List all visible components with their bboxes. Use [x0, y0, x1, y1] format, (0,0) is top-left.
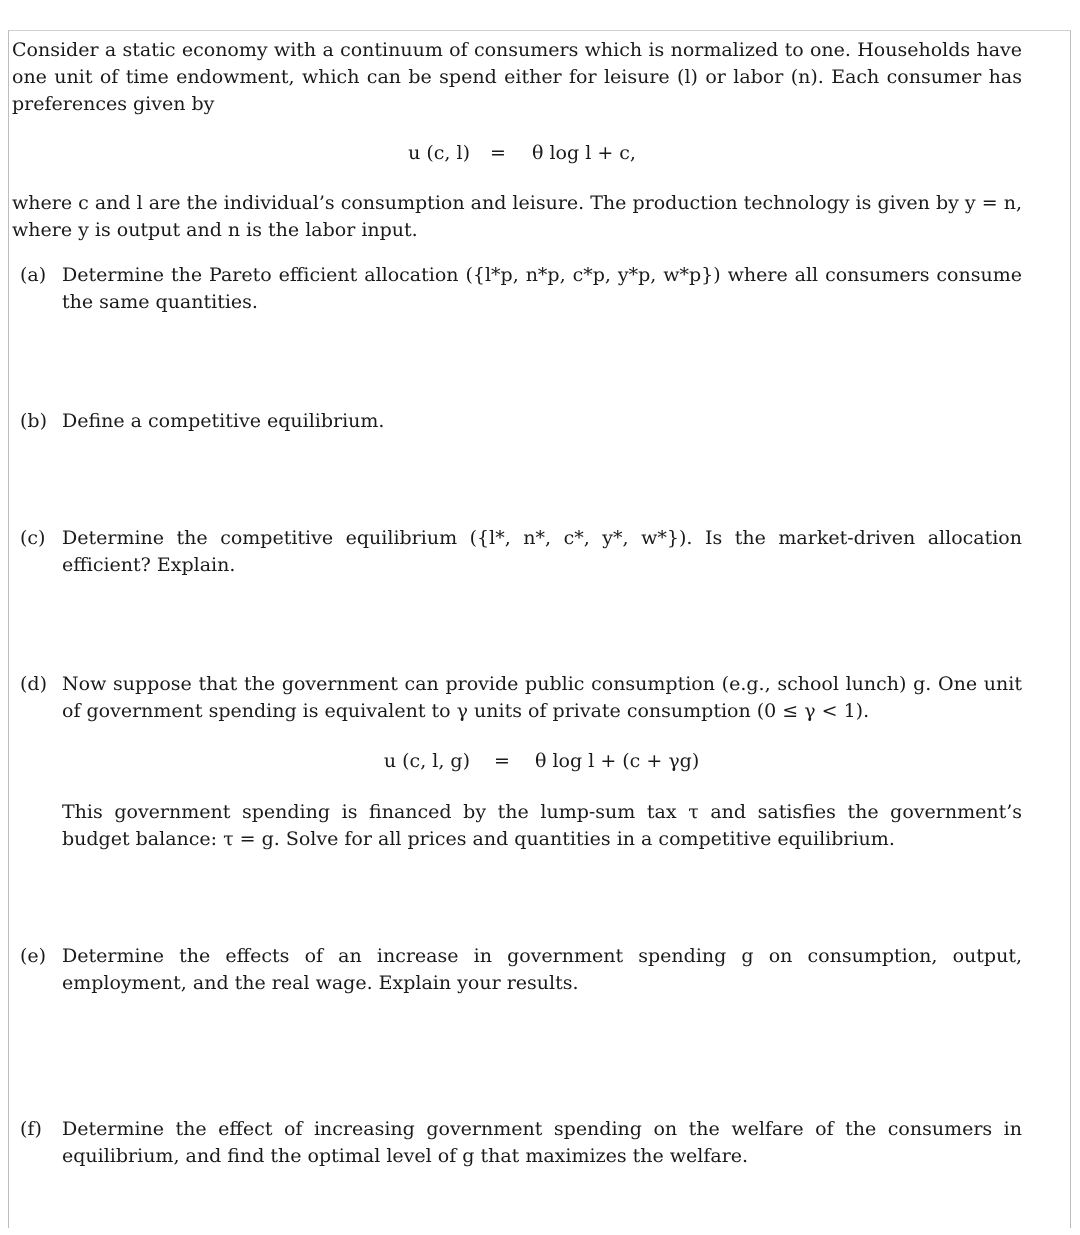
gov-utility-equation-lhs: u (c, l, g) [383, 750, 470, 772]
question-d-label: (d) [20, 673, 47, 695]
question-a [20, 262, 1022, 316]
question-f [20, 1116, 1022, 1170]
question-c-text: Determine the competitive equilibrium ({l*, n*, c*, y*, w*}). Is the market-driven allocation efficient? Explain. [62, 527, 1022, 576]
question-d-text: Now suppose that the government can provide public consumption (e.g., school lunch) g. One unit of government spending is equivalent to γ units of private consumption (0 ≤ γ < 1). [62, 673, 1022, 722]
gov-utility-equation-rhs: θ log l + (c + γg) [535, 750, 700, 772]
utility-equation-sign: = [490, 142, 506, 164]
question-b-text: Define a competitive equilibrium. [62, 410, 385, 432]
question-c-label: (c) [20, 527, 46, 549]
question-e-label: (e) [20, 945, 47, 967]
utility-equation-lhs: u (c, l) [408, 142, 470, 164]
gov-budget-paragraph: This government spending is financed by the lump-sum tax τ and satisfies the government’s budget balance: τ = g. Solve for all prices and quantities in a competitive equilibrium. [62, 801, 1022, 850]
question-f-text: Determine the effect of increasing government spending on the welfare of the consumers in equilibrium, and find the optimal level of g that maximizes the welfare. [62, 1118, 1022, 1167]
gov-utility-equation-sign: = [494, 750, 510, 772]
production-paragraph: where c and l are the individual’s consumption and leisure. The production technology is given by y = n, where y is output and n is the labor input. [12, 192, 1022, 241]
question-c [20, 525, 1022, 579]
question-f-label: (f) [20, 1118, 42, 1140]
intro-paragraph: Consider a static economy with a continuum of consumers which is normalized to one. Households have one unit of time endowment, which can be spend either for leisure (l) or labor (n). Each consumer has preferences given by [12, 39, 1022, 115]
question-a-text: Determine the Pareto efficient allocation ({l*p, n*p, c*p, y*p, w*p}) where all consumers consume the same quantities. [62, 264, 1022, 313]
question-b-label: (b) [20, 410, 47, 432]
utility-equation-rhs: θ log l + c, [532, 142, 636, 164]
question-e [20, 943, 1022, 997]
question-d [20, 671, 1022, 725]
question-e-text: Determine the effects of an increase in government spending g on consumption, output, employment, and the real wage. Explain your results. [62, 945, 1022, 994]
question-b [20, 408, 1022, 435]
question-a-label: (a) [20, 264, 47, 286]
